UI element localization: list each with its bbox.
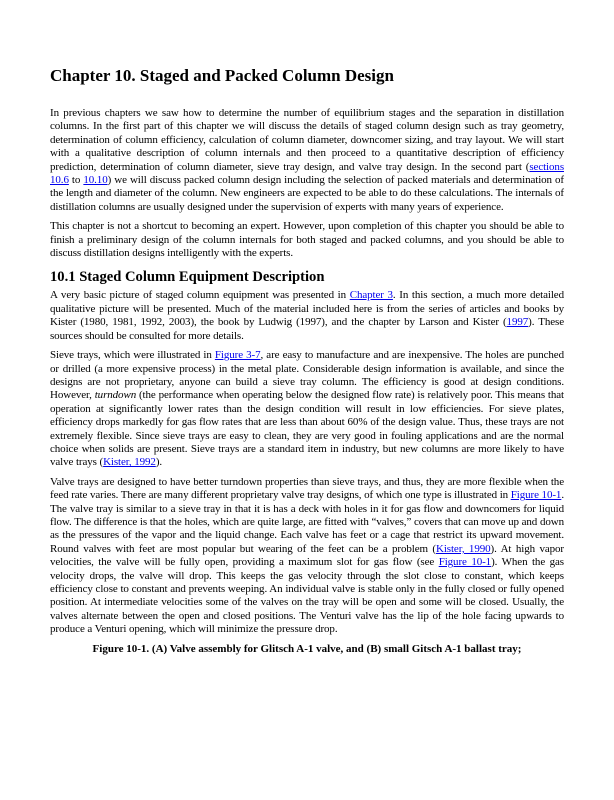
intro-paragraph-1 (50, 107, 564, 214)
page-content (50, 66, 564, 656)
sec-p3-text-d: ). When the gas velocity drops, the valve will drop. This keeps the gas velocity through the slot close to constant, which keeps efficiency close to constant and prevents weeping. An individual valve is stable only in the fully closed or fully opened position. At intermediate velocities some of the valves on the tray will be open and some will be closed. Usually, the valves alternate between the open and closed positions. The Venturi valve has the lip of the hole facing upwards to produce a Venturi opening, which will minimize the pressure drop. (50, 556, 564, 636)
figure-caption: Figure 10-1. (A) Valve assembly for Glitsch A-1 valve, and (B) small Gitsch A-1 ballast tray; (92, 642, 522, 655)
sec-p2-text-b: , are easy to manufacture and are inexpensive. The holes are punched or drilled (a more expensive process) in the metal plate. Considerable design information is available, and since the designs are not proprietary, anyone can build a sieve tray column. The efficiency is good at design conditions. However, (50, 349, 564, 402)
sec-p3-text-a: Valve trays are designed to have better turndown properties than sieve trays, and thus, they are more flexible when the feed rate varies. There are many different proprietary valve tray designs, of which one type is illustrated in (50, 475, 564, 502)
intro-p1-text-c: ) we will discuss packed column design including the selection of packed materials and determination of the length and diameter of the column. New engineers are expected to be able to do these calculations. The internals of distillation columns are usually designed under the supervision of experts with many years of experience. (50, 174, 564, 213)
intro-p1-text-a: In previous chapters we saw how to determine the number of equilibrium stages and the separation in distillation columns. In the first part of this chapter we will discuss the details of staged column design such as tray geometry, determination of column efficiency, calculation of column diameter, downcomer sizing, and tray layout. We will start with a qualitative description of column internals and then proceed to a quantitative description of efficiency prediction, determination of column diameter, sieve tray design, and valve tray design. In the second part ( (50, 107, 564, 173)
turndown-term: turndown (94, 389, 137, 402)
link-section-10-10[interactable]: 10.10 (83, 174, 108, 187)
section-heading: 10.1 Staged Column Equipment Description (50, 269, 325, 286)
sec-p2-text-c: (the performance when operating below the designed flow rate) is relatively poor. This means that operation at significantly lower rates than the design condition will result in low efficiencies. For sieve plates, efficiency drops markedly for gas flow rates that are less than about 60% of the design value. Thus, these trays are not extremely flexible. Since sieve trays are easy to clean, they are very good in fouling applications and are the normal choice when solids are present. Sieve trays are a standard item in industry, but new columns are more likely to have valve trays ( (50, 389, 564, 469)
link-figure-10-1-second[interactable]: Figure 10-1 (438, 556, 492, 569)
section-paragraph-3 (50, 476, 564, 637)
link-kister-1990[interactable]: Kister, 1990 (435, 542, 491, 555)
sec-p1-text-c: ). These sources should be consulted for more details. (50, 316, 564, 342)
link-figure-10-1-first[interactable]: Figure 10-1 (510, 489, 562, 502)
link-figure-3-7[interactable]: Figure 3-7 (214, 349, 261, 362)
section-paragraph-2 (50, 349, 564, 470)
intro-p1-text-b: to (68, 174, 84, 187)
link-sections-10-6[interactable]: sections 10.6 (50, 160, 564, 187)
sec-p2-text-a: Sieve trays, which were illustrated in (50, 349, 215, 362)
section-paragraph-1 (50, 289, 564, 343)
sec-p2-text-d: ). (155, 456, 163, 469)
sec-p3-text-c: ). At high vapor velocities, the valve will be fully open, providing a maximum slot for gas flow (see (50, 542, 564, 569)
link-1997[interactable]: 1997 (506, 316, 529, 329)
chapter-title: Chapter 10. Staged and Packed Column Design (50, 66, 394, 85)
sec-p3-text-b: . The valve tray is similar to a sieve tray in that it is has a deck with holes in it for gas flow and downcomers for liquid flow. The difference is that the holes, which are quite large, are fitted with “valves,” covers that can move up and down as the pressures of the vapor and the liquid change. Each valve has feet or a cage that restrict its upward movement. Round valves with feet are most popular but wearing of the feet can be a problem ( (50, 489, 564, 555)
link-kister-1992[interactable]: Kister, 1992 (103, 456, 156, 469)
sec-p1-text-b: . In this section, a much more detailed qualitative picture will be presented. Much of the material included here is from the series of articles and books by Kister (1980, 1981, 1992, 2003), the book by Ludwig (1997), and the chapter by Larson and Kister ( (50, 289, 564, 329)
link-chapter-3[interactable]: Chapter 3 (349, 289, 393, 302)
intro-paragraph-2: This chapter is not a shortcut to becoming an expert. However, upon completion of this chapter you should be able to finish a preliminary design of the column internals for both staged and packed columns, and you should be able to discuss distillation designs intelligently with the experts. (50, 220, 564, 260)
sec-p1-text-a: A very basic picture of staged column equipment was presented in (50, 289, 350, 302)
